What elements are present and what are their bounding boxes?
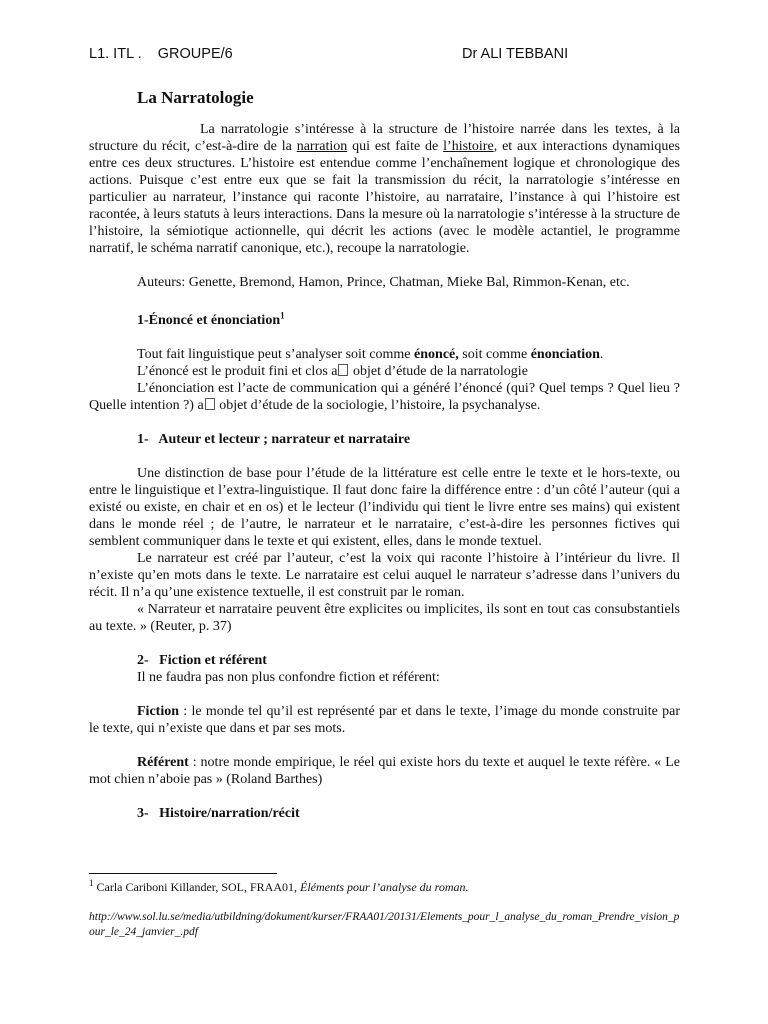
- footnote: [89, 880, 469, 895]
- page-title: La Narratologie: [137, 88, 254, 107]
- section2-paragraph2: Le narrateur est créé par l’auteur, c’est la voix qui raconte l’histoire à l’intérieur du livre. Il n’existe qu’en mots dans le texte. Le narrataire est celui auquel le narrateur s’adresse dans l’univers du récit. Il n’a qu’une existence textuelle, il est construit par le roman.: [89, 551, 680, 600]
- section2-paragraph1: Une distinction de base pour l’étude de la littérature est celle entre le texte et le hors-texte, ou entre le linguistique et l’extra-linguistique. Il faut donc faire la différence entre : d’un côté l’auteur (qui a existé ou existe, en chair et en os) et le lecteur (l’individu qui tient le livre entre ses mains) qui existent dans le monde réel ; de l’autre, le narrateur et le narrataire, c’est-à-dire les personnes fictives qui semblent communiquer dans le texte et qui existent, elles, dans le monde textuel.: [89, 466, 680, 549]
- intro-text-1: La narratologie s’intéresse à la structure de l’histoire narrée dans les textes, à la structure du récit, c’est-à-dire de la: [89, 122, 680, 154]
- intro-underline-narration: narration: [296, 139, 348, 154]
- s1-bold-enonce: énoncé,: [414, 347, 459, 362]
- fiction-text: : le monde tel qu’il est représenté par et dans le texte, l’image du monde construite par le texte, qui n’existe que dans et par ses mots.: [89, 704, 680, 736]
- section1-heading-text: 1-Énoncé et énonciation: [137, 313, 281, 328]
- footnote-title: Éléments pour l’analyse du roman.: [300, 880, 469, 894]
- section4-heading: 3- Histoire/narration/récit: [137, 806, 300, 821]
- referent-text: : notre monde empirique, le réel qui existe hors du texte et auquel le texte réfère. « Le mot chien n’aboie pas » (Roland Barthes): [89, 755, 680, 787]
- s1-text: .: [599, 347, 604, 362]
- s1-text: objet d’étude de la narratologie: [349, 364, 528, 379]
- fiction-term: Fiction: [137, 704, 179, 719]
- footnote-reference: 1: [280, 310, 285, 321]
- footnote-mark: 1: [89, 878, 94, 888]
- s1-text: Tout fait linguistique peut s’analyser soit comme: [137, 347, 415, 362]
- section1-line2: [89, 363, 680, 380]
- intro-text-2: qui est faite de: [347, 139, 444, 154]
- section2-paragraph3: « Narrateur et narrataire peuvent être explicites ou implicites, ils sont en tout cas consubstantiels au texte. » (Reuter, p. 37): [89, 602, 680, 634]
- referent-definition: [89, 754, 680, 788]
- section3-intro: Il ne faudra pas non plus confondre fiction et référent:: [137, 670, 440, 685]
- referent-term: Référent: [137, 755, 189, 770]
- s1-text: L’énoncé est le produit fini et clos a: [137, 364, 338, 379]
- s1-text: objet d’étude de la sociologie, l’histoire, la psychanalyse.: [215, 398, 541, 413]
- section2-heading: 1- Auteur et lecteur ; narrateur et narrataire: [137, 432, 411, 447]
- intro-paragraph: [89, 121, 680, 257]
- footnote-text: Carla Cariboni Killander, SOL, FRAA01,: [93, 880, 300, 894]
- arrow-glyph-icon: [205, 398, 215, 410]
- intro-text-3: , et aux interactions dynamiques entre ces deux structures. L’histoire est entendue comme l’enchaînement logique et chronologique des actions. Puisque c’est entre eux que se fait la transmission du récit, la narratologie s’intéresse en particulier au narrateur, l’instance qui raconte l’histoire, au narrataire, l’instance à qui l’histoire est racontée, à leurs statuts à leurs interactions. Dans la mesure où la narratologie s’intéresse à la structure de l’histoire, la sémiotique actionnelle, qui décrit les actions (avec le modèle actantiel, le programme narratif, le schéma narratif canonique, etc.), recoupe la narratologie.: [89, 139, 680, 256]
- fiction-definition: [89, 703, 680, 737]
- intro-underline-histoire: l’histoire: [443, 139, 494, 154]
- header-author: Dr ALI TEBBANI: [462, 46, 569, 62]
- s1-text: L’énonciation est l’acte de communication qui a généré l’énoncé (qui? Quel temps ? Quel lieu ? Quelle intention ?) a: [89, 381, 680, 413]
- section1-line3: [89, 380, 680, 414]
- s1-text: soit comme: [458, 347, 531, 362]
- section1-heading: [89, 312, 680, 329]
- section1-line1: [89, 346, 680, 363]
- authors-paragraph: Auteurs: Genette, Bremond, Hamon, Prince, Chatman, Mieke Bal, Rimmon-Kenan, etc.: [137, 275, 630, 290]
- arrow-glyph-icon: [338, 364, 348, 376]
- footnote-separator: [89, 873, 277, 874]
- section3-heading: 2- Fiction et référent: [137, 653, 267, 668]
- s1-bold-enonciation: énonciation: [530, 347, 600, 362]
- header-course: L1. ITL . GROUPE/6: [89, 46, 233, 62]
- document-body: [89, 121, 680, 822]
- footnote-url-link[interactable]: http://www.sol.lu.se/media/utbildning/dokument/kurser/FRAA01/20131/Elements_pour_l_analyse_du_roman_Prendre_vision_pour_le_24_janvier_.pdf: [89, 911, 680, 938]
